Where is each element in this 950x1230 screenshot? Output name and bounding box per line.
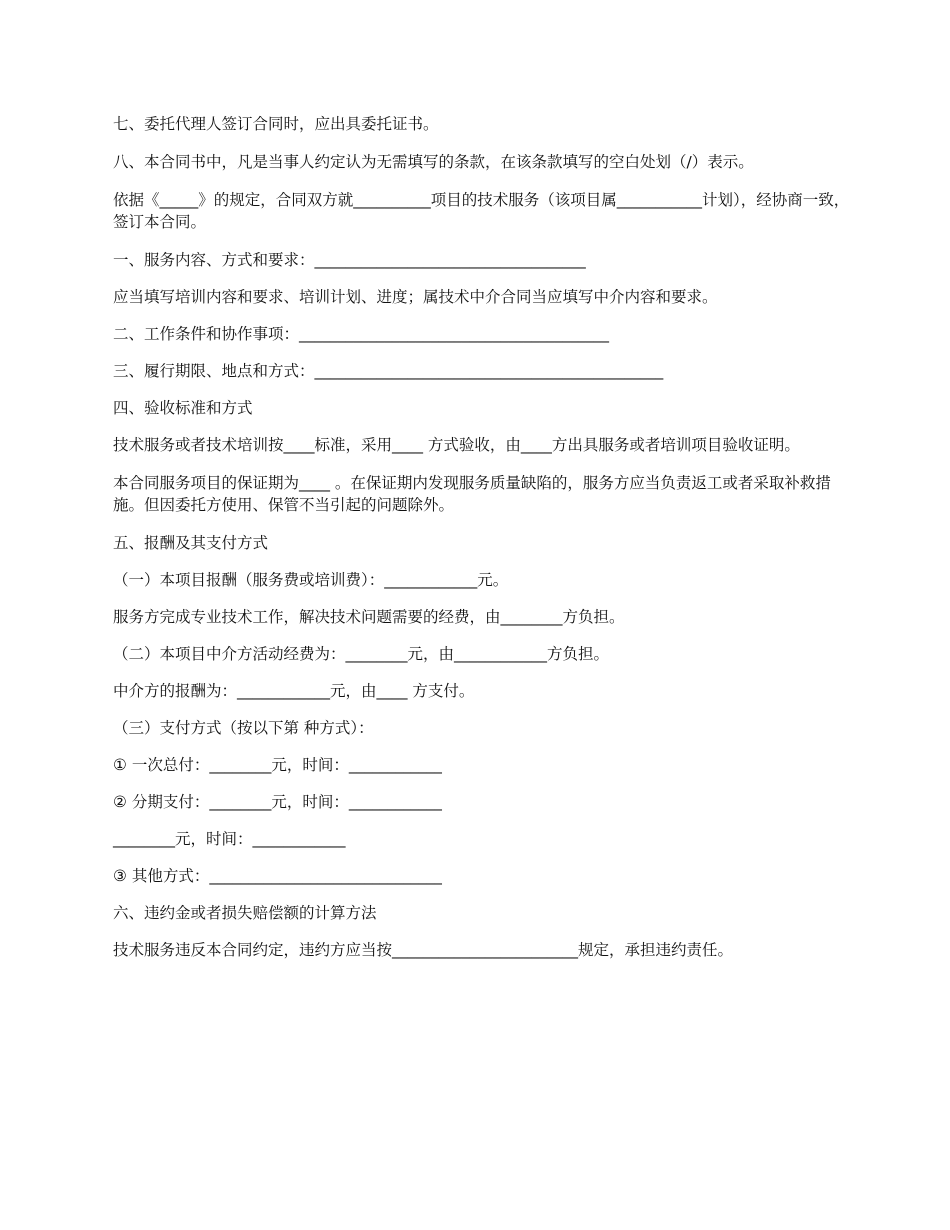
payment-option-other: ③ 其他方式：______________________________ [113,867,442,885]
section-3-performance-terms: 三、履行期限、地点和方式：_____________________________________________ [113,362,664,380]
contract-basis-paragraph: 依据《_____》的规定，合同双方就__________项目的技术服务（该项目属___________计划），经协商一致，签订本合同。 [113,191,850,231]
payment-option-lump-sum: ① 一次总付：________元，时间：____________ [113,756,442,774]
section-2-work-conditions: 二、工作条件和协作事项：________________________________________ [113,325,610,343]
liability-paragraph: 技术服务违反本合同约定，违约方应当按________________________规定，承担违约责任。 [113,941,734,959]
training-note-paragraph: 应当填写培训内容和要求、培训计划、进度；属技术中介合同当应填写中介内容和要求。 [113,288,718,306]
payment-option-installments: ② 分期支付：________元，时间：____________ [113,793,442,811]
payment-item-2: （二）本项目中介方活动经费为：________元，由____________方负担。 [113,645,610,663]
installment-line: ________元，时间：____________ [113,830,346,848]
section-5-heading: 五、报酬及其支付方式 [113,534,269,552]
technical-expense-paragraph: 服务方完成专业技术工作，解决技术问题需要的经费，由________方负担。 [113,608,625,626]
clause-8-paragraph: 八、本合同书中，凡是当事人约定认为无需填写的条款，在该条款填写的空白处划（/）表示。 [113,153,754,171]
payment-item-3-heading: （三）支付方式（按以下第 种方式）： [113,719,374,737]
acceptance-standard-paragraph: 技术服务或者技术培训按____标准，采用____ 方式验收，由____方出具服务或者培训项目验收证明。 [113,436,800,454]
intermediary-fee-paragraph: 中介方的报酬为：____________元，由____ 方支付。 [113,682,475,700]
document-page [113,113,853,976]
section-4-heading: 四、验收标准和方式 [113,399,253,417]
payment-item-1: （一）本项目报酬（服务费或培训费）：____________元。 [113,571,509,589]
warranty-period-paragraph: 本合同服务项目的保证期为____ 。在保证期内发现服务质量缺陷的，服务方应当负责返工或者采取补救措施。但因委托方使用、保管不当引起的问题除外。 [113,474,831,514]
section-1-service-content: 一、服务内容、方式和要求：___________________________________ [113,251,586,269]
section-6-heading: 六、违约金或者损失赔偿额的计算方法 [113,904,377,922]
clause-7-paragraph: 七、委托代理人签订合同时，应出具委托证书。 [113,115,439,133]
